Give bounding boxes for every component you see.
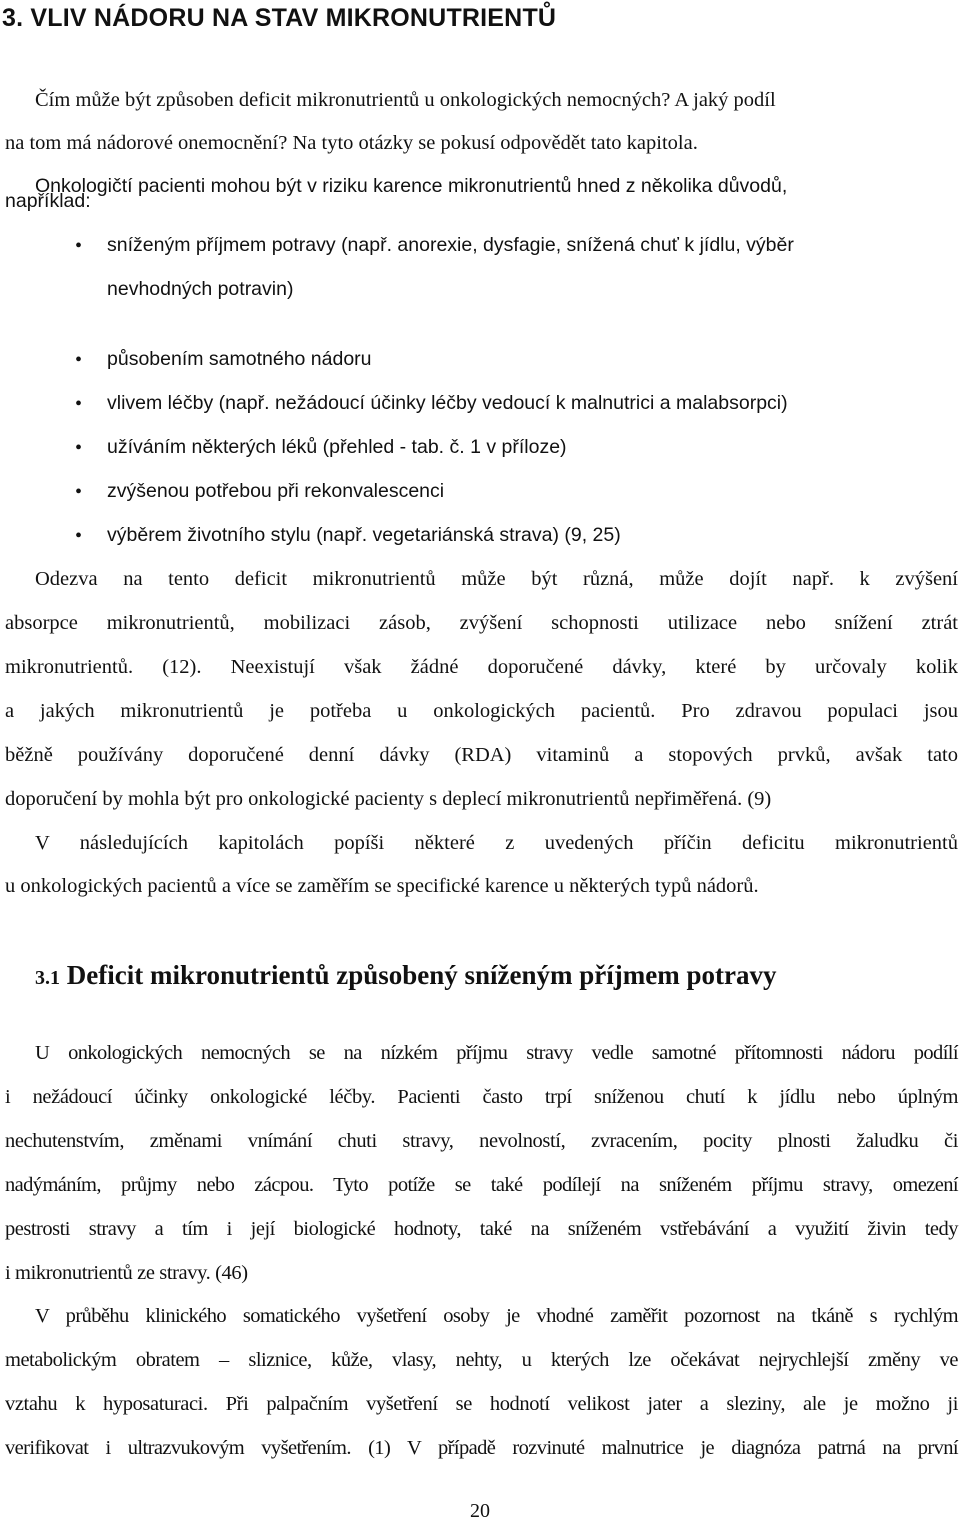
section-title: Deficit mikronutrientů způsobený sníženým příjmem potravy <box>66 960 777 990</box>
page-number: 20 <box>470 1500 490 1522</box>
text-line: V následujících kapitolách popíši některé z uvedených příčin deficitu mikronutrientů <box>35 832 958 854</box>
bullet-marker: • <box>75 393 83 415</box>
text-line: pestrosti stravy a tím i její biologické hodnoty, také na sníženém vstřebávání a využití živin tedy <box>5 1218 958 1240</box>
bullet-marker: • <box>75 481 83 503</box>
bullet-item-convalescence: zvýšenou potřebou při rekonvalescenci <box>107 480 445 502</box>
bullet-item-reduced-intake-cont: nevhodných potravin) <box>107 278 294 300</box>
text-line: mikronutrientů. (12). Neexistují však žádné doporučené dávky, které by určovaly kolik <box>5 656 958 678</box>
intro-line-4: například: <box>5 190 91 212</box>
bullet-item-reduced-intake: sníženým příjmem potravy (např. anorexie, dysfagie, snížená chuť k jídlu, výběr <box>107 234 794 256</box>
text-line: metabolickým obratem – sliznice, kůže, vlasy, nehty, u kterých lze očekávat nejrychlejší změny ve <box>5 1349 958 1371</box>
text-line: doporučení by mohla být pro onkologické pacienty s deplecí mikronutrientů nepřiměřená. (9) <box>5 788 772 810</box>
text-line: běžně používány doporučené denní dávky (RDA) vitaminů a stopových prvků, avšak tato <box>5 744 958 766</box>
bullet-marker: • <box>75 349 83 371</box>
text-line: i mikronutrientů ze stravy. (46) <box>5 1262 248 1284</box>
intro-line-1: Čím může být způsoben deficit mikronutrientů u onkologických nemocných? A jaký podíl <box>35 89 776 111</box>
bullet-item-drugs: užíváním některých léků (přehled - tab. č. 1 v příloze) <box>107 436 567 458</box>
chapter-heading: 3. VLIV NÁDORU NA STAV MIKRONUTRIENTŮ <box>2 4 557 32</box>
text-line: vztahu k hyposaturaci. Při palpačním vyšetření se hodnotí velikost jater a sleziny, ale je možno ji <box>5 1393 958 1415</box>
intro-line-3: Onkologičtí pacienti mohou být v riziku karence mikronutrientů hned z několika důvodů, <box>35 175 788 197</box>
text-line: a jakých mikronutrientů je potřeba u onkologických pacientů. Pro zdravou populaci jsou <box>5 700 958 722</box>
bullet-marker: • <box>75 437 83 459</box>
section-heading <box>35 960 776 991</box>
bullet-marker: • <box>75 525 83 547</box>
intro-line-2: na tom má nádorové onemocnění? Na tyto otázky se pokusí odpovědět tato kapitola. <box>5 132 698 154</box>
text-line: verifikovat i ultrazvukovým vyšetřením. (1) V případě rozvinuté malnutrice je diagnóza patrná na první <box>5 1437 958 1459</box>
text-line: nadýmáním, průjmy nebo zácpou. Tyto potíže se také podílejí na sníženém příjmu stravy, omezení <box>5 1174 958 1196</box>
bullet-item-treatment: vlivem léčby (např. nežádoucí účinky léčby vedoucí k malnutrici a malabsorpci) <box>107 392 788 414</box>
section-number: 3.1 <box>35 967 60 989</box>
text-line: absorpce mikronutrientů, mobilizaci zásob, zvýšení schopnosti utilizace nebo snížení ztrát <box>5 612 958 634</box>
text-line: Odezva na tento deficit mikronutrientů může být různá, může dojít např. k zvýšení <box>35 568 958 590</box>
bullet-item-lifestyle: výběrem životního stylu (např. vegetariánská strava) (9, 25) <box>107 524 621 546</box>
text-line: i nežádoucí účinky onkologické léčby. Pacienti často trpí sníženou chutí k jídlu nebo úplným <box>5 1086 958 1108</box>
text-line: V průběhu klinického somatického vyšetření osoby je vhodné zaměřit pozornost na tkáně s rychlým <box>35 1305 958 1327</box>
bullet-item-tumor: působením samotného nádoru <box>107 348 372 370</box>
text-line: U onkologických nemocných se na nízkém příjmu stravy vedle samotné přítomnosti nádoru podílí <box>35 1042 958 1064</box>
text-line: nechutenstvím, změnami vnímání chuti stravy, nevolností, zvracením, pocity plnosti žaludku či <box>5 1130 958 1152</box>
bullet-marker: • <box>75 235 83 257</box>
text-line: u onkologických pacientů a více se zaměřím se specifické karence u některých typů nádorů. <box>5 875 759 897</box>
